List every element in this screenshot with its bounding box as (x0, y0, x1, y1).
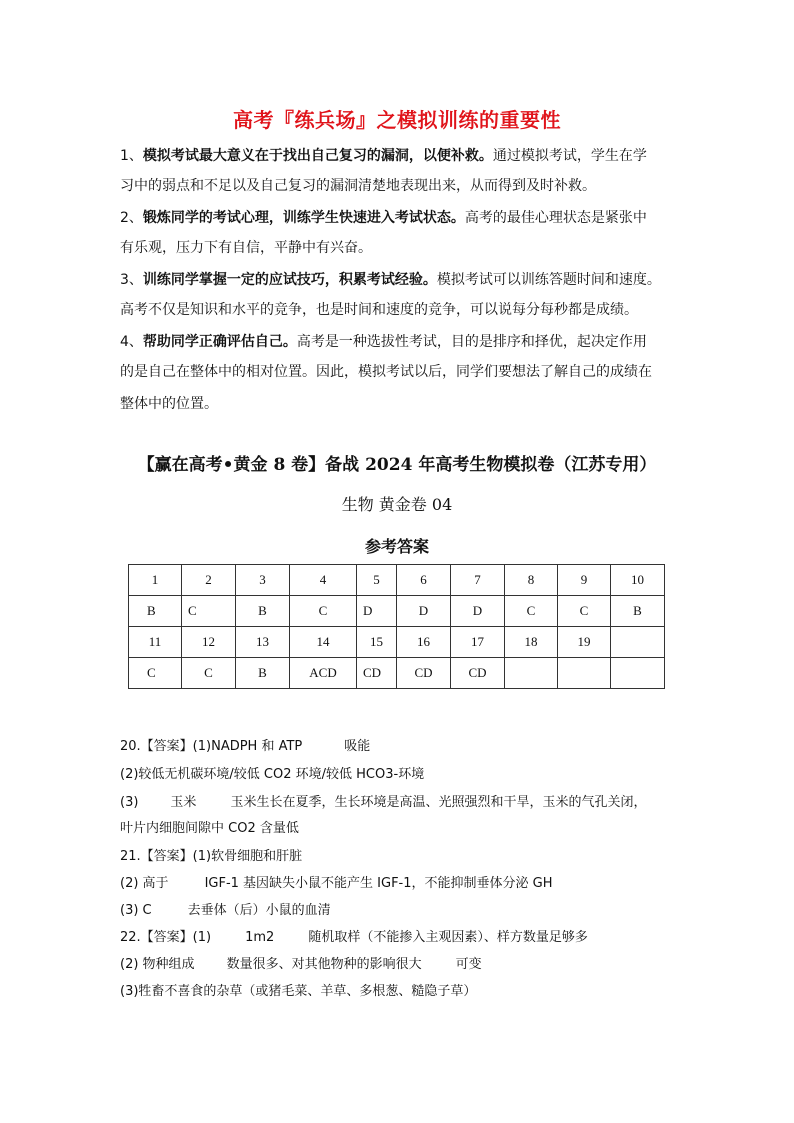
answer-text: (3) (120, 795, 139, 810)
answer-text: 1m2 (245, 930, 275, 945)
table-cell: D (357, 596, 397, 627)
table-cell: 7 (451, 565, 505, 596)
exam-title: 【赢在高考•黄金 8 卷】备战 2024 年高考生物模拟卷（江苏专用） (137, 455, 657, 475)
answer-text: 吸能 (344, 739, 371, 754)
intro-num: 1、 (120, 148, 143, 164)
answer-text: 数量很多、对其他物种的影响很大 (226, 957, 422, 972)
table-cell: 11 (129, 627, 182, 658)
table-cell: C (182, 658, 236, 689)
table-cell: D (451, 596, 505, 627)
table-cell: 9 (558, 565, 611, 596)
table-cell: 14 (290, 627, 357, 658)
intro-item-4 (120, 332, 647, 352)
table-cell: CD (451, 658, 505, 689)
answer-text: 20.【答案】(1)NADPH 和 ATP (120, 739, 303, 754)
table-cell: 16 (397, 627, 451, 658)
intro-item-1-line2: 习中的弱点和不足以及自己复习的漏洞清楚地表现出来，从而得到及时补救。 (120, 178, 596, 194)
intro-item-1 (120, 146, 647, 166)
table-cell: 10 (611, 565, 665, 596)
table-cell (611, 658, 665, 689)
table-cell: 3 (236, 565, 290, 596)
answer-text: 22.【答案】(1) (120, 930, 212, 945)
intro-item-2-line2: 有乐观，压力下有自信，平静中有兴奋。 (120, 240, 372, 256)
intro-text: 高考的最佳心理状态是紧张中 (464, 210, 647, 226)
table-row (129, 627, 665, 658)
intro-item-2 (120, 208, 647, 228)
answer-20-line4: 叶片内细胞间隙中 CO2 含量低 (120, 821, 299, 836)
answer-22-line1 (120, 929, 588, 947)
table-cell: CD (397, 658, 451, 689)
answer-text: 玉米生长在夏季，生长环境是高温、光照强烈和干旱，玉米的气孔关闭， (230, 795, 647, 810)
intro-text: 通过模拟考试，学生在学 (492, 148, 647, 164)
intro-bold: 锻炼同学的考试心理，训练学生快速进入考试状态。 (142, 210, 465, 226)
table-cell: 6 (397, 565, 451, 596)
table-cell: B (129, 596, 182, 627)
table-cell: 12 (182, 627, 236, 658)
answer-table (128, 564, 665, 689)
answer-heading: 参考答案 (364, 537, 429, 556)
subject-line: 生物 黄金卷 04 (341, 495, 453, 514)
table-cell: 17 (451, 627, 505, 658)
answer-22-line3: (3)牲畜不喜食的杂草（或猪毛菜、羊草、多根葱、糙隐子草） (120, 984, 477, 999)
table-cell: C (129, 658, 182, 689)
answer-text: (2) 高于 (120, 876, 169, 891)
table-row (129, 658, 665, 689)
answer-text: (3) C (120, 903, 152, 918)
table-cell: B (236, 596, 290, 627)
answer-text: 可变 (455, 957, 482, 972)
table-cell: 8 (505, 565, 558, 596)
intro-item-4-line3: 整体中的位置。 (120, 396, 218, 412)
table-row (129, 565, 665, 596)
table-cell: B (611, 596, 665, 627)
table-cell: 19 (558, 627, 611, 658)
answer-22-line2 (120, 956, 482, 974)
answer-text: 随机取样（不能掺入主观因素）、样方数量足够多 (308, 930, 588, 945)
intro-bold: 模拟考试最大意义在于找出自己复习的漏洞，以便补救。 (142, 148, 493, 164)
intro-num: 4、 (120, 334, 143, 350)
answer-text: (2) 物种组成 (120, 957, 195, 972)
answer-text: 去垂体（后）小鼠的血清 (187, 903, 331, 918)
answer-21-line2 (120, 875, 553, 893)
table-cell: C (182, 596, 236, 627)
table-cell: 18 (505, 627, 558, 658)
table-cell (505, 658, 558, 689)
intro-item-3 (120, 270, 661, 290)
table-cell: 4 (290, 565, 357, 596)
table-cell: ACD (290, 658, 357, 689)
answer-21-line1: 21.【答案】(1)软骨细胞和肝脏 (120, 849, 303, 864)
answer-text: IGF-1 基因缺失小鼠不能产生 IGF-1，不能抑制垂体分泌 GH (204, 876, 553, 891)
answer-20-line3 (120, 794, 646, 812)
answer-text: 玉米 (170, 795, 197, 810)
table-cell: C (290, 596, 357, 627)
table-cell: D (397, 596, 451, 627)
table-cell: 2 (182, 565, 236, 596)
table-cell: CD (357, 658, 397, 689)
table-cell: C (558, 596, 611, 627)
answer-20-line1 (120, 738, 370, 756)
intro-num: 3、 (120, 272, 143, 288)
table-cell: 5 (357, 565, 397, 596)
answer-20-line2: (2)较低无机碳环境/较低 CO2 环境/较低 HCO3-环境 (120, 767, 425, 782)
table-cell: 1 (129, 565, 182, 596)
answer-21-line3 (120, 902, 331, 920)
intro-item-3-line2: 高考不仅是知识和水平的竞争，也是时间和速度的竞争，可以说每分每秒都是成绩。 (120, 302, 638, 318)
table-row (129, 596, 665, 627)
intro-text: 模拟考试可以训练答题时间和速度。 (436, 272, 661, 288)
intro-bold: 训练同学掌握一定的应试技巧，积累考试经验。 (142, 272, 437, 288)
intro-text: 高考是一种选拔性考试，目的是排序和择优，起决定作用 (296, 334, 647, 350)
table-cell: B (236, 658, 290, 689)
intro-bold: 帮助同学正确评估自己。 (142, 334, 297, 350)
table-cell: 15 (357, 627, 397, 658)
page-title: 高考『练兵场』之模拟训练的重要性 (233, 108, 561, 132)
table-cell (611, 627, 665, 658)
table-cell (558, 658, 611, 689)
intro-num: 2、 (120, 210, 143, 226)
intro-item-4-line2: 的是自己在整体中的相对位置。因此，模拟考试以后，同学们要想法了解自己的成绩在 (120, 364, 652, 380)
table-cell: 13 (236, 627, 290, 658)
table-cell: C (505, 596, 558, 627)
